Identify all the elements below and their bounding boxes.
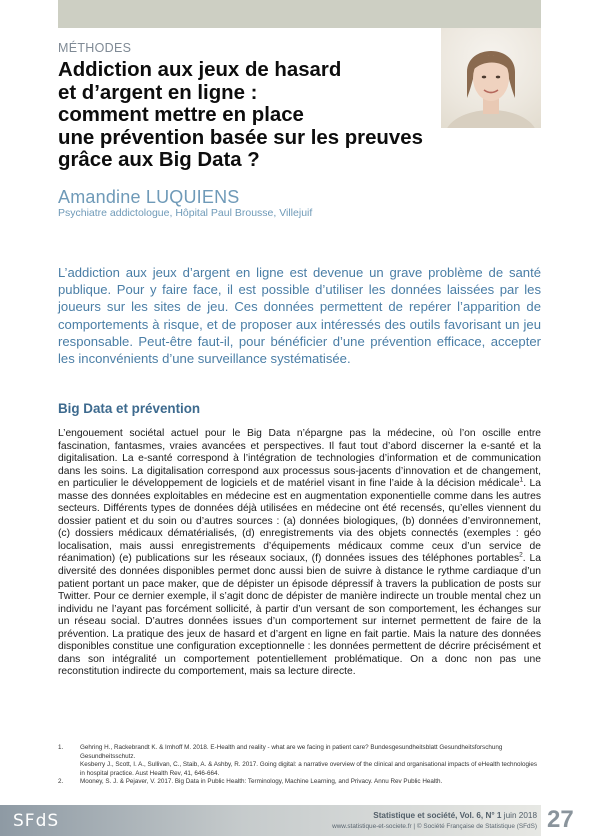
footnote-number: 2. <box>58 778 64 786</box>
footnote <box>58 761 541 778</box>
title-line: grâce aux Big Data ? <box>58 149 260 171</box>
title-line: et d’argent en ligne : <box>58 81 258 104</box>
journal-info <box>332 810 537 832</box>
footnote-text: Kesberry J., Scott, I. A., Sullivan, C., Staib, A. & Ashby, R. 2017. Going digital: a narrative overview of the clinical and organisational impacts of eHealth technologies in hospital practice. Aust Health Rev, 41, 646-664. <box>80 761 537 777</box>
body-text-part: . La diversité des données disponibles permet donc aussi bien de suivre à distance le rythme cardiaque d’un patient portant un pace maker, que de dépister un épisode dépressif à travers la publication de posts sur Twitter. Pour ce dernier exemple, il s’agit donc de dépister de manière indirecte un trouble mental chez un individu ne l’ayant pas forcément sollicité, à partir d’un versant de son comportement, les échanges sur un réseau social. D’autres données issues d’un comportement sur internet permettent de faire de la prévention. La pratique des jeux de hasard et d’argent en ligne en fait partie. Mais la nature des données disponibles constitue une configuration exceptionnelle : les données permettent de décrire précisément et dans son intégralité un comportement potentiellement problématique. On a donc non pas une reconstitution indirecte du comportement, mais sa lecture directe. <box>58 553 541 678</box>
abstract: L’addiction aux jeux d’argent en ligne est devenue un grave problème de santé publique. Pour y faire face, il est possible d’utiliser les données laissées par les joueurs sur les sites de jeu. Ces données permettent de repérer l’apparition de comportements à risque, et de proposer aux intéressés des outils favorisant un jeu responsable. Peut-être faut-il, pour bénéficier d’une prévention efficace, accepter les inconvénients d’une surveillance systématisée. <box>58 265 541 367</box>
header-color-band <box>58 0 541 28</box>
journal-date: juin 2018 <box>503 811 537 820</box>
footnote-text: Mooney, S. J. & Pejaver, V. 2017. Big Data in Public Health: Terminology, Machine Learning, and Privacy. Annu Rev Public Health. <box>80 778 443 786</box>
body-text-part: L’engouement sociétal actuel pour le Big Data n’épargne pas la médecine, où l’on oscille entre fascination, fantasmes, vraies avancées et perspectives. Il faut tout d’abord discerner la e-santé et la digitalisation. La e-santé correspond à l’intégration de technologies d’information et de communication dans les soins. La digitalisation correspond aux processus sous-jacents d’innovation et de changement, en particulier le développement de logiciels et de matériel visant in fine l’aide à la décision médicale <box>58 428 541 490</box>
footnote <box>58 778 541 787</box>
footnote-number: 1. <box>58 744 64 751</box>
page-number: 27 <box>547 806 574 833</box>
author-name: Amandine LUQUIENS <box>58 187 240 207</box>
section-label: MÉTHODES <box>58 41 132 55</box>
author-affiliation: Psychiatre addictologue, Hôpital Paul Brousse, Villejuif <box>58 207 313 219</box>
body-paragraph <box>58 428 541 679</box>
article-title <box>58 59 498 172</box>
footnote-ref[interactable]: 2 <box>519 552 523 560</box>
title-line: une prévention basée sur les preuves <box>58 126 423 149</box>
body-text-part: . La masse des données exploitables en médecine est en augmentation exponentielle comme dans les autres secteurs. Différents types de données déjà utilisées en médecine ont été recensés, qu’elles viennent du dossier patient et du soin ou d’autres sources : (a) données biologiques, (b) données d’environnement, (c) dossiers médicaux dématérialisés, (d) enregistrements via des objets connectés (exemples : géo localisation, mais aussi enregistrements d’équipements médicaux comme ceux d’un service de réanimation) (e) publications sur les réseaux sociaux, (f) données issues des téléphones portables <box>58 478 541 565</box>
title-line: Addiction aux jeux de hasard <box>58 59 342 81</box>
footnotes <box>58 744 541 787</box>
footnote-text: Gehring H., Rackebrandt K. & Imhoff M. 2018. E-Health and reality - what are we facing in patient care? Bundesgesundheitsblatt Gesundheitsforschung Gesundheitsschutz. <box>80 744 503 760</box>
section-heading: Big Data et prévention <box>58 401 201 416</box>
journal-citation <box>332 810 537 821</box>
title-line: comment mettre en place <box>58 104 304 126</box>
footnote <box>58 744 541 761</box>
journal-website[interactable]: www.statistique-et-societe.fr | © Société Française de Statistique (SFdS) <box>332 823 537 830</box>
footnote-ref[interactable]: 1 <box>519 476 524 484</box>
sfds-logo: SFdS <box>13 811 60 831</box>
journal-name: Statistique et société, Vol. 6, N° 1 <box>373 811 502 820</box>
